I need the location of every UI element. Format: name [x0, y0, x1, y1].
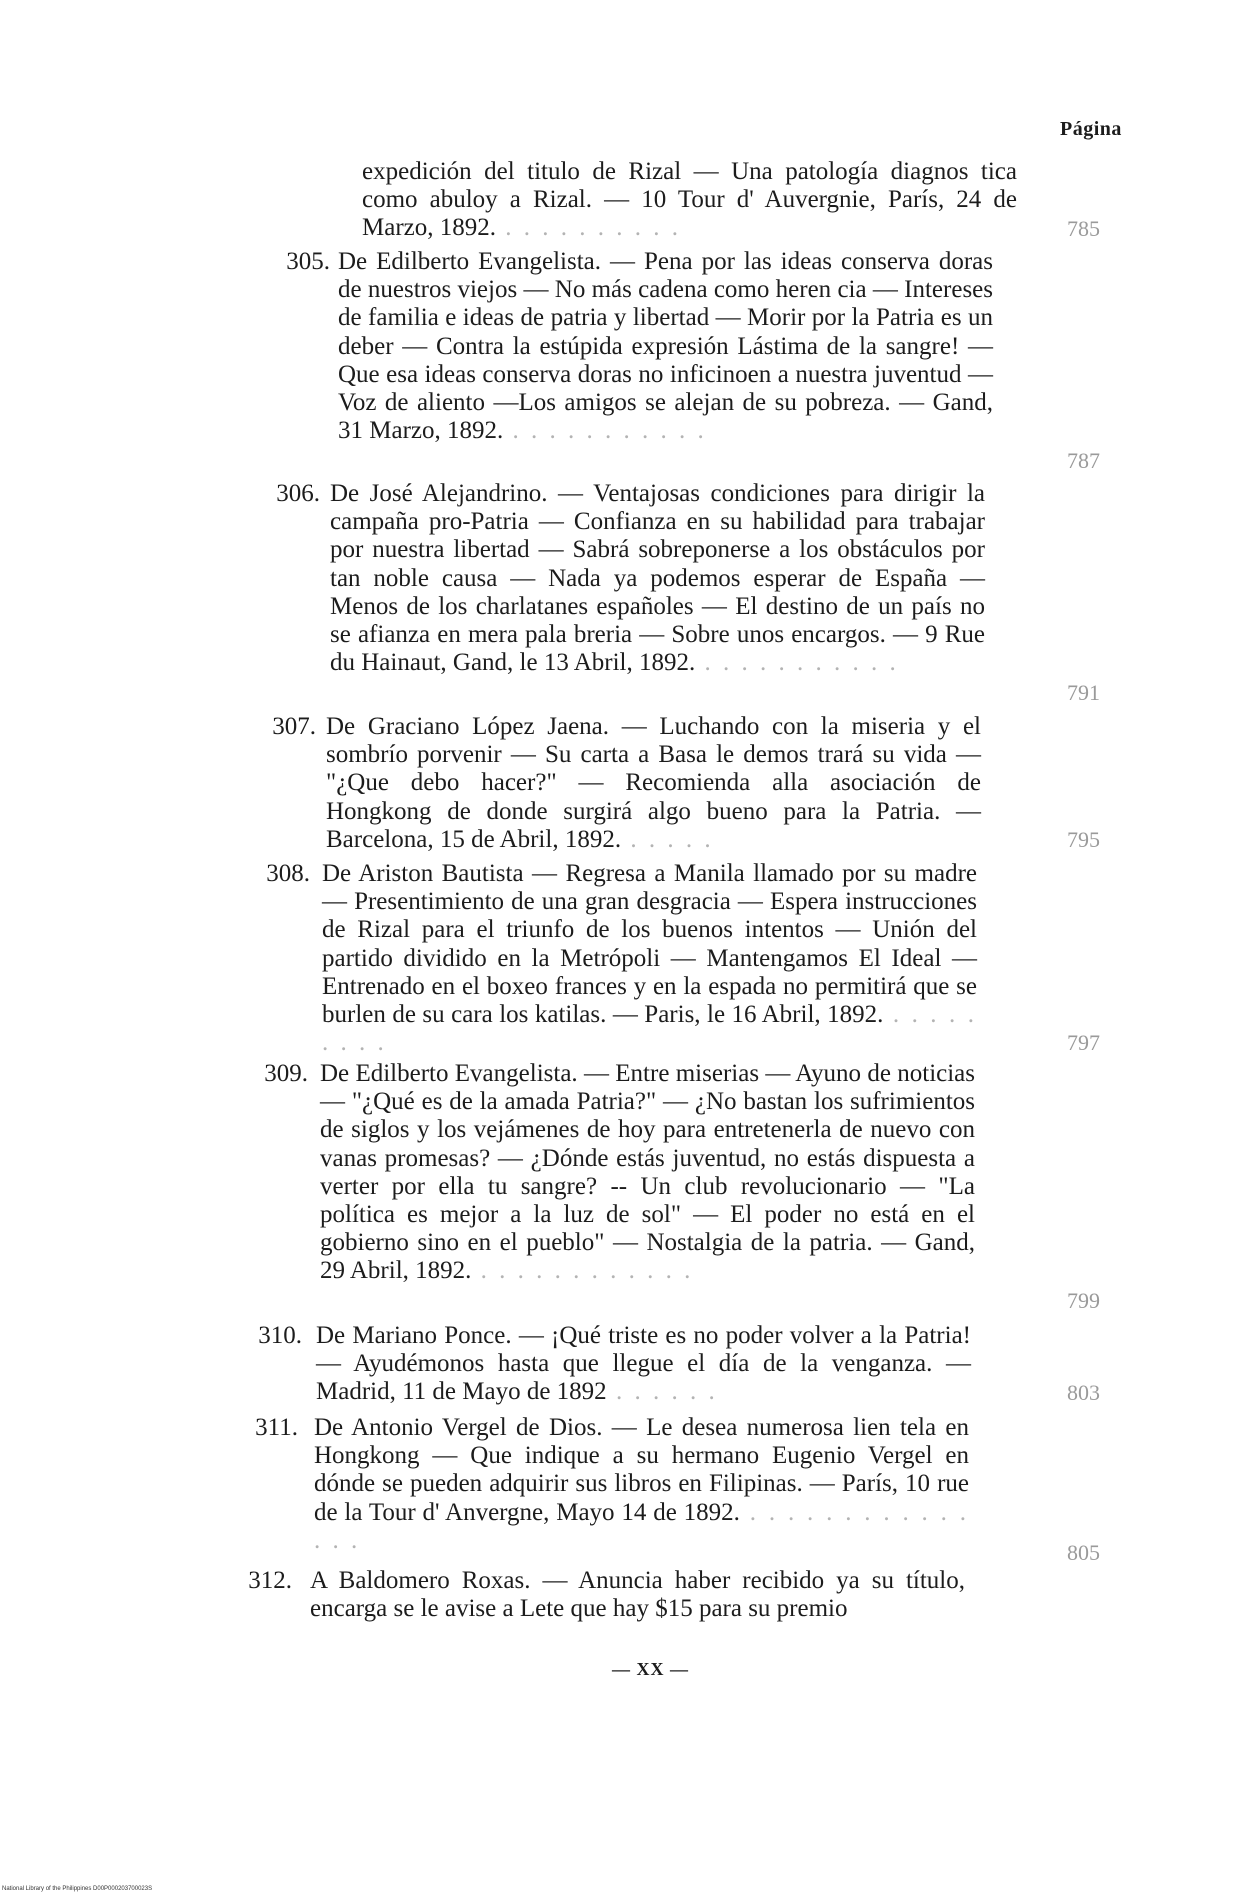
entry-correspondent: A Baldomero Roxas.	[310, 1567, 531, 1594]
entry-number: 312.	[248, 1567, 292, 1594]
entry-correspondent: De José Alejandrino.	[330, 480, 548, 507]
entry-text: De José Alejandrino. — Ventajosas condiciones para dirigir la campaña pro-Patria — Confianza en su habilidad para trabajar por nuestra libertad — Sabrá sobreponerse a los obstáculos por tan noble causa — Nada ya podemos esperar de España — Menos de los charlatanes españoles — El destino de un país no se afianza en mera pala breria — Sobre unos encargos. — 9 Rue du Hainaut, Gand, le 13 Abril, 1892. . . . . . . . . . . .	[330, 480, 986, 677]
entry-page-number: 805	[1067, 1540, 1100, 1565]
entry-number: 309.	[264, 1060, 308, 1087]
entry-page-number: 791	[1067, 680, 1100, 705]
entry-text: De Edilberto Evangelista. — Entre miserias — Ayuno de noticias — "¿Qué es de la amada Patria?" — ¿No bastan los sufrimientos de siglos y los vejámenes de hoy para entretenerla de nuevo con vanas promesas? — ¿Dónde estás juventud, no estás dispuesta a verter por ella tu sangre? -- Un club revolucionario — "La política es mejor a la luz de sol" — El poder no está en el gobierno sino en el pueblo" — Nostalgia de la patria. — Gand, 29 Abril, 1892. . . . . . . . . . . . .	[320, 1060, 976, 1285]
entry-number: 305.	[286, 248, 330, 275]
entry-correspondent: De Edilberto Evangelista.	[338, 248, 602, 275]
entry-number: 310.	[258, 1322, 302, 1349]
entry-page-number: 785	[1067, 216, 1100, 241]
entry-number: 307.	[272, 713, 316, 740]
entry-text: De Mariano Ponce. — ¡Qué triste es no poder volver a la Patria! — Ayudémonos hasta que llegue el día de la venganza. — Madrid, 11 de Mayo de 1892 . . . . . .	[316, 1322, 971, 1406]
entry-page-number: 803	[1067, 1380, 1100, 1405]
entry-correspondent: De Edilberto Evangelista.	[320, 1060, 578, 1087]
entry-text: expedición del titulo de Rizal — Una patología diagnos tica como abuloy a Rizal. — 10 Tour d' Auvergnie, París, 24 de Marzo, 1892. . . . . . . . . . .	[362, 158, 1017, 242]
entry-number: 308.	[266, 860, 310, 887]
entry-text: De Edilberto Evangelista. — Pena por las ideas conserva doras de nuestros viejos — No más cadena como heren cia — Intereses de familia e ideas de patria y libertad — Morir por la Patria es un deber — Contra la estúpida expresión Lástima de la sangre! — Que esa ideas conserva doras no inficinoen a nuestra juventud — Voz de aliento —Los amigos se alejan de su pobreza. — Gand, 31 Marzo, 1892. . . . . . . . . . . .	[338, 248, 994, 445]
entry-page-number: 787	[1067, 448, 1100, 473]
entry-correspondent: De Antonio Vergel de Dios.	[314, 1414, 603, 1441]
entry-page-number: 795	[1067, 827, 1100, 852]
entry-correspondent: De Graciano López Jaena.	[326, 713, 610, 740]
entry-page-number: 799	[1067, 1288, 1100, 1313]
scan-credit: National Library of the Philippines D00P000203700023S	[2, 1886, 153, 1892]
entry-text: A Baldomero Roxas. — Anuncia haber recibido ya su título, encarga se le avise a Lete que hay $15 para su premio	[310, 1567, 965, 1623]
entry-page-number: 797	[1067, 1030, 1100, 1055]
page-column-header: Página	[1060, 118, 1122, 140]
folio-page-mark: — XX —	[612, 1659, 689, 1679]
entry-number: 311.	[255, 1414, 298, 1441]
entry-text: De Graciano López Jaena. — Luchando con la miseria y el sombrío porvenir — Su carta a Basa le demos trará su vida — "¿Que debo hacer?" — Recomienda alla asociación de Hongkong de donde surgirá algo bueno para la Patria. — Barcelona, 15 de Abril, 1892. . . . . .	[326, 713, 982, 853]
entry-text: De Ariston Bautista — Regresa a Manila llamado por su madre — Presentimiento de una gran desgracia — Espera instrucciones de Rizal para el triunfo de los buenos intentos — Unión del partido dividido en la Metrópoli — Mantengamos El Ideal — Entrenado en el boxeo frances y en la espada no permitirá que se burlen de su cara los katilas. — Paris, le 16 Abril, 1892. . . . . . . . . .	[322, 860, 977, 1057]
entry-number: 306.	[276, 480, 320, 507]
entry-text: De Antonio Vergel de Dios. — Le desea numerosa lien tela en Hongkong — Que indique a su hermano Eugenio Vergel en dónde se pueden adquirir sus libros en Filipinas. — París, 10 rue de la Tour d' Anvergne, Mayo 14 de 1892. . . . . . . . . . . . . . . .	[314, 1414, 969, 1554]
entry-correspondent: De Mariano Ponce.	[316, 1322, 512, 1349]
entry-correspondent: De Ariston Bautista	[322, 860, 524, 887]
